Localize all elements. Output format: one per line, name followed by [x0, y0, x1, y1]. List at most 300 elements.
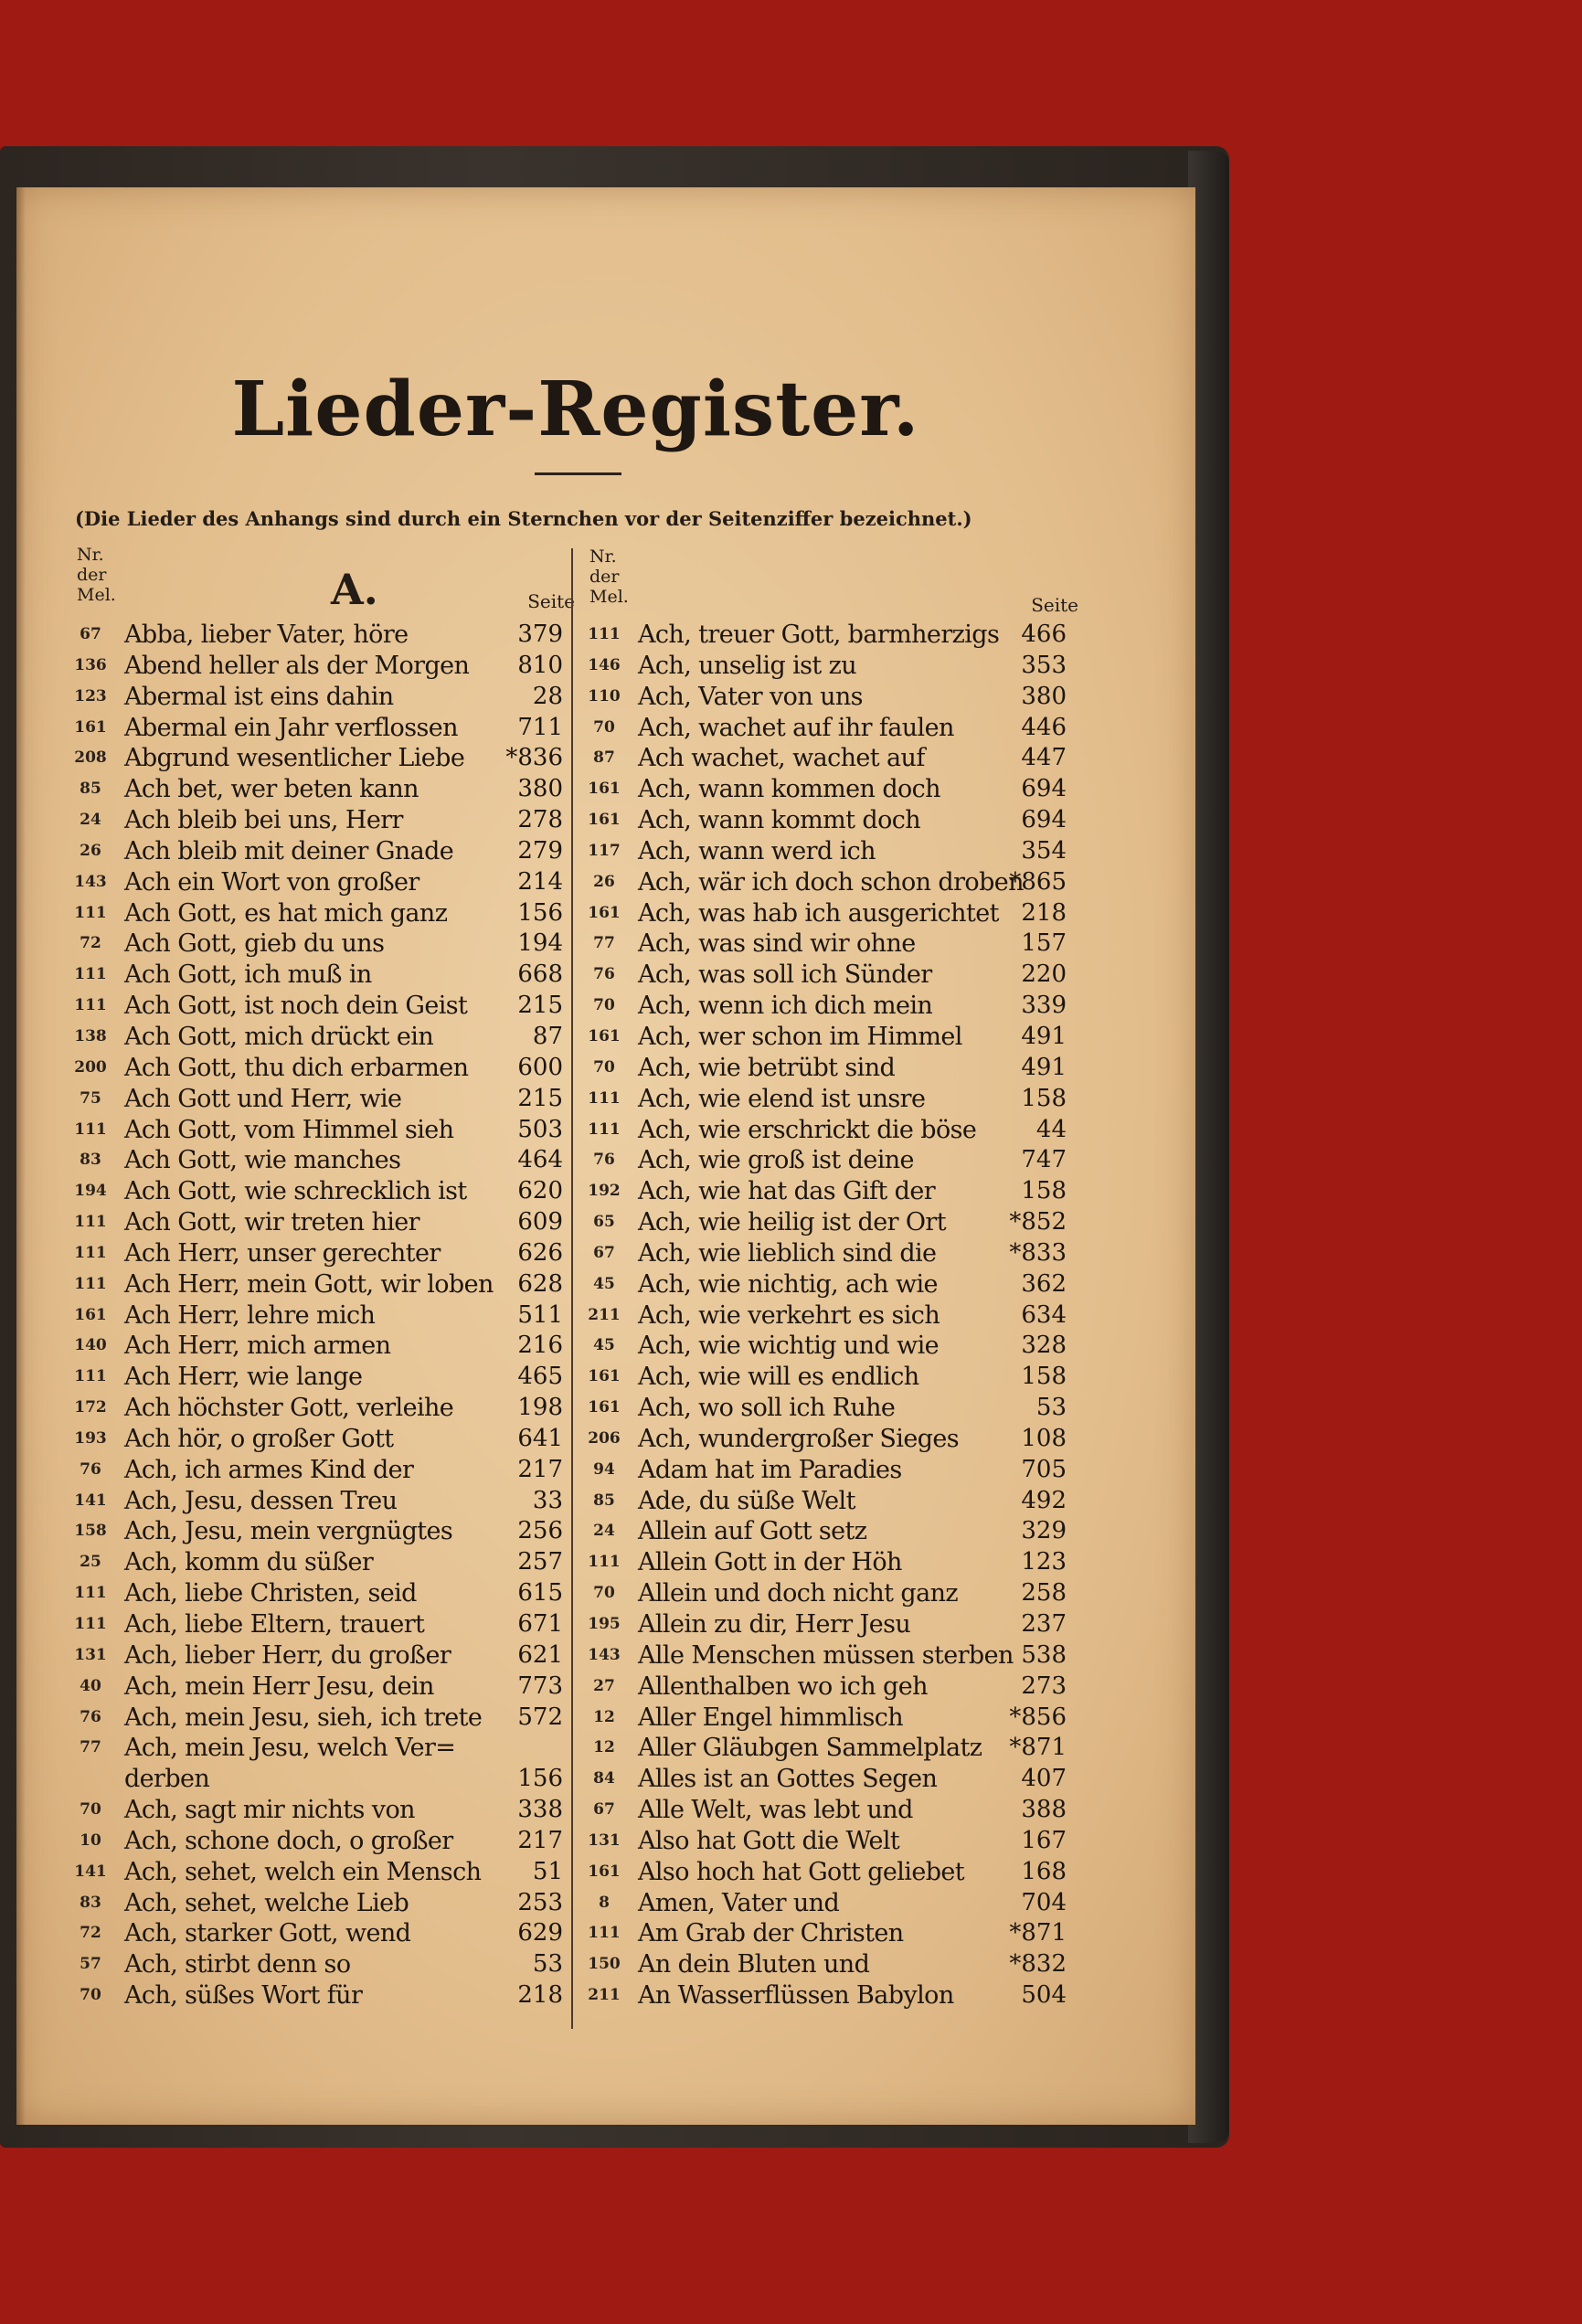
melody-number: 26 — [593, 872, 615, 891]
seite-label: Seite — [527, 590, 575, 612]
index-entry — [578, 1764, 1067, 1795]
melody-number: 138 — [74, 1026, 107, 1045]
melody-number: 111 — [74, 1243, 107, 1262]
page-number: 538 — [1021, 1640, 1067, 1669]
song-title: Ach, stirbt denn so — [124, 1950, 351, 1979]
song-title: Ach, unselig ist zu — [638, 651, 857, 680]
page-number: 218 — [1021, 898, 1067, 927]
index-entry — [64, 1826, 563, 1857]
index-entry — [578, 805, 1067, 836]
page-number: 108 — [1021, 1424, 1067, 1452]
title-rule — [535, 472, 621, 475]
melody-number: 161 — [588, 1026, 621, 1045]
song-title: Ach Herr, lehre mich — [124, 1300, 376, 1330]
index-entry — [64, 1980, 563, 2011]
song-title: Ach Gott, wie manches — [124, 1146, 401, 1175]
index-entry — [64, 836, 563, 867]
page-number: 705 — [1021, 1455, 1067, 1483]
page-number: *871 — [1009, 1919, 1067, 1947]
melody-number: 211 — [588, 1986, 621, 2005]
song-title: Ach, wann kommen doch — [638, 775, 940, 804]
song-title: Ach, Vater von uns — [638, 682, 863, 711]
song-title: Ach Gott und Herr, wie — [124, 1084, 402, 1113]
melody-number: 77 — [593, 934, 615, 953]
page-number: 711 — [517, 713, 563, 741]
index-entry — [64, 898, 563, 929]
melody-number: 111 — [74, 965, 107, 984]
melody-number: 83 — [80, 1893, 101, 1912]
melody-number: 12 — [593, 1707, 615, 1726]
melody-number: 70 — [593, 1584, 615, 1603]
melody-number: 161 — [588, 1862, 621, 1881]
song-title: Am Grab der Christen — [638, 1919, 904, 1948]
song-title: Ach, mein Jesu, welch Ver= — [124, 1734, 456, 1763]
index-entry — [578, 1826, 1067, 1857]
page-number: 198 — [517, 1394, 563, 1422]
page-number: 388 — [1021, 1796, 1067, 1824]
page-number: 214 — [517, 867, 563, 896]
song-title: Ach Gott, ist noch dein Geist — [124, 992, 468, 1021]
index-entry — [578, 1115, 1067, 1146]
melody-number: 161 — [588, 780, 621, 799]
page-number: 354 — [1021, 836, 1067, 865]
page-number: *856 — [1009, 1703, 1067, 1731]
page-number: 51 — [532, 1857, 563, 1885]
page-number: 491 — [1021, 1022, 1067, 1050]
song-title: Abermal ein Jahr verflossen — [124, 713, 458, 742]
page-number: 157 — [1021, 929, 1067, 958]
page-number: 218 — [517, 1981, 563, 2010]
page-number: 220 — [1021, 960, 1067, 989]
column-divider — [571, 548, 573, 2029]
song-title: Ach Herr, mich armen — [124, 1332, 391, 1361]
index-entry — [578, 1980, 1067, 2011]
index-entry — [64, 1486, 563, 1517]
song-title: Ach, was soll ich Sünder — [638, 960, 932, 990]
melody-number: 111 — [74, 1120, 107, 1139]
melody-number: 111 — [74, 1367, 107, 1386]
index-entry — [578, 1857, 1067, 1888]
page-number: 600 — [517, 1053, 563, 1081]
page-number: 465 — [517, 1363, 563, 1391]
page-number: 44 — [1035, 1115, 1067, 1143]
page-number: 158 — [1021, 1084, 1067, 1112]
page-number: 158 — [1021, 1363, 1067, 1391]
song-title: Ach, liebe Christen, seid — [124, 1579, 417, 1608]
index-entry — [578, 1703, 1067, 1734]
song-title: Ach, wie wichtig und wie — [638, 1332, 940, 1361]
song-title: Abermal ist eins dahin — [124, 682, 394, 711]
index-entry — [64, 960, 563, 991]
index-entry — [64, 1455, 563, 1486]
page-number: *865 — [1009, 867, 1067, 896]
index-entry — [64, 1393, 563, 1424]
page-number: 217 — [517, 1455, 563, 1483]
page-number: 628 — [517, 1269, 563, 1298]
melody-number: 111 — [588, 1924, 621, 1943]
page-number: 634 — [1021, 1300, 1067, 1329]
song-title: Ach, ich armes Kind der — [124, 1455, 414, 1484]
page-number: 504 — [1021, 1981, 1067, 2010]
melody-number: 85 — [593, 1491, 615, 1510]
page-number: 53 — [1035, 1394, 1067, 1422]
melody-number: 111 — [74, 1615, 107, 1633]
song-title: Ach, mein Herr Jesu, dein — [124, 1671, 434, 1701]
page-number: 215 — [517, 992, 563, 1020]
index-entry — [578, 1609, 1067, 1640]
page-number: 447 — [1021, 744, 1067, 772]
melody-number: 10 — [80, 1831, 101, 1850]
song-title: Ach, wie lieblich sind die — [638, 1238, 937, 1268]
page-number: 194 — [517, 929, 563, 958]
song-title: Ach, mein Jesu, sieh, ich trete — [124, 1703, 483, 1732]
song-title: Ach, liebe Eltern, trauert — [124, 1610, 425, 1639]
index-entry — [64, 1331, 563, 1362]
melody-number: 24 — [593, 1522, 615, 1541]
song-title: Allein Gott in der Höh — [638, 1548, 902, 1577]
page-number: 503 — [517, 1115, 563, 1143]
page-number: 629 — [517, 1919, 563, 1947]
song-title: Ade, du süße Welt — [638, 1486, 855, 1515]
page-number: 704 — [1021, 1888, 1067, 1916]
index-entry — [578, 929, 1067, 960]
index-entry — [578, 898, 1067, 929]
index-entry — [64, 1053, 563, 1084]
index-entry — [578, 1733, 1067, 1764]
melody-number: 143 — [74, 872, 107, 891]
melody-number: 76 — [593, 965, 615, 984]
song-title: Ach, wie groß ist deine — [638, 1146, 914, 1175]
melody-number: 172 — [74, 1398, 107, 1417]
song-title: Ach, wie hat das Gift der — [638, 1177, 936, 1206]
index-entry — [64, 774, 563, 805]
song-title: Ach, wie will es endlich — [638, 1363, 919, 1392]
page-number: *871 — [1009, 1734, 1067, 1762]
melody-number: 111 — [588, 1553, 621, 1572]
index-entry — [578, 1578, 1067, 1609]
page-number: 380 — [1021, 682, 1067, 710]
page-number: 694 — [1021, 806, 1067, 834]
index-entry — [578, 1176, 1067, 1207]
song-title: Ach, sagt mir nichts von — [124, 1796, 415, 1825]
index-entry — [64, 1424, 563, 1455]
melody-number: 194 — [74, 1182, 107, 1201]
index-entry — [578, 1455, 1067, 1486]
page-number: 28 — [532, 682, 563, 710]
index-entry — [578, 1084, 1067, 1115]
melody-number: 24 — [80, 811, 101, 830]
page-number: *852 — [1009, 1208, 1067, 1236]
page-number: 278 — [517, 806, 563, 834]
song-title: Ach bleib mit deiner Gnade — [124, 836, 454, 865]
page-number: 362 — [1021, 1269, 1067, 1298]
page-number: 257 — [517, 1548, 563, 1576]
song-title: Ach Gott, gieb du uns — [124, 929, 385, 959]
melody-number: 200 — [74, 1057, 107, 1077]
page-number: 156 — [517, 1765, 563, 1793]
page-number: 237 — [1021, 1610, 1067, 1638]
index-entry — [64, 1888, 563, 1919]
index-entry — [64, 1764, 563, 1795]
melody-number: 146 — [588, 655, 621, 674]
index-entry — [64, 1733, 563, 1764]
index-entry — [64, 805, 563, 836]
index-entry — [578, 1516, 1067, 1547]
page-number: 609 — [517, 1208, 563, 1236]
page-number: 273 — [1021, 1671, 1067, 1700]
page-number: 668 — [517, 960, 563, 989]
index-entry — [64, 1857, 563, 1888]
right-song-list — [578, 620, 1067, 2011]
page-number: 33 — [532, 1486, 563, 1514]
index-entry — [64, 1578, 563, 1609]
page-number: 641 — [517, 1424, 563, 1452]
page-number: 87 — [532, 1022, 563, 1050]
index-entry — [578, 867, 1067, 898]
song-title: Also hat Gott die Welt — [638, 1826, 900, 1855]
index-entry — [578, 1671, 1067, 1703]
song-title: Ach, wann werd ich — [638, 836, 876, 865]
melody-number: 76 — [80, 1459, 101, 1479]
page-number: 279 — [517, 836, 563, 865]
page-number: 256 — [517, 1517, 563, 1545]
index-entry — [578, 1486, 1067, 1517]
page-number: 215 — [517, 1084, 563, 1112]
section-letter: A. — [331, 565, 378, 614]
index-entry — [64, 1516, 563, 1547]
melody-number: 85 — [80, 780, 101, 799]
left-column-header — [77, 545, 575, 618]
page-number: 53 — [532, 1950, 563, 1979]
index-entry — [578, 1424, 1067, 1455]
melody-number: 195 — [588, 1615, 621, 1633]
song-title: Ach Gott, es hat mich ganz — [124, 898, 448, 928]
melody-number: 76 — [80, 1707, 101, 1726]
melody-number: 45 — [593, 1336, 615, 1355]
index-entry — [64, 1084, 563, 1115]
melody-number: 70 — [80, 1986, 101, 2005]
index-entry — [64, 1671, 563, 1703]
melody-number: 84 — [593, 1769, 615, 1788]
index-entry — [64, 1238, 563, 1269]
page-number: 621 — [517, 1640, 563, 1669]
song-title: Ach, wie verkehrt es sich — [638, 1300, 940, 1330]
index-entry — [64, 713, 563, 744]
melody-number: 136 — [74, 655, 107, 674]
melody-number: 161 — [588, 1367, 621, 1386]
song-title: Ach höchster Gott, verleihe — [124, 1394, 454, 1423]
melody-number: 111 — [588, 1088, 621, 1108]
song-title: An Wasserflüssen Babylon — [638, 1981, 954, 2011]
melody-number: 111 — [588, 625, 621, 643]
song-title: Also hoch hat Gott geliebet — [638, 1857, 965, 1886]
index-entry — [64, 620, 563, 651]
index-entry — [578, 1331, 1067, 1362]
song-title: Ach, was sind wir ohne — [638, 929, 916, 959]
index-entry — [64, 991, 563, 1022]
melody-number: 161 — [588, 1398, 621, 1417]
song-title: Alle Welt, was lebt und — [638, 1796, 913, 1825]
song-title: Ach Gott, thu dich erbarmen — [124, 1053, 469, 1082]
index-entry — [578, 1640, 1067, 1671]
index-entry — [578, 1393, 1067, 1424]
page-number: 446 — [1021, 713, 1067, 741]
melody-number: 75 — [80, 1088, 101, 1108]
song-title: Ach, sehet, welche Lieb — [124, 1888, 409, 1917]
melody-number: 140 — [74, 1336, 107, 1355]
melody-number: 143 — [588, 1645, 621, 1664]
song-title: Ach, wie heilig ist der Ort — [638, 1208, 946, 1237]
page-number: 167 — [1021, 1826, 1067, 1854]
song-title: Ach, wie nichtig, ach wie — [638, 1269, 938, 1299]
melody-number: 211 — [588, 1305, 621, 1324]
song-title: Ach bleib bei uns, Herr — [124, 806, 403, 835]
song-title: Ach bet, wer beten kann — [124, 775, 419, 804]
melody-number: 67 — [80, 625, 101, 643]
melody-number: 12 — [593, 1738, 615, 1757]
melody-number: 193 — [74, 1428, 107, 1448]
melody-number: 111 — [74, 996, 107, 1015]
page-number: 380 — [517, 775, 563, 803]
song-title: Allenthalben wo ich geh — [638, 1671, 928, 1701]
melody-number: 72 — [80, 1924, 101, 1943]
index-entry — [64, 1703, 563, 1734]
melody-number: 72 — [80, 934, 101, 953]
song-title: Ach Gott, wie schrecklich ist — [124, 1177, 467, 1206]
page-number: 123 — [1021, 1548, 1067, 1576]
index-entry — [578, 1888, 1067, 1919]
song-title: Ach Gott, wir treten hier — [124, 1208, 419, 1237]
song-title: Ach, sehet, welch ein Mensch — [124, 1857, 482, 1886]
song-title: Ach, komm du süßer — [124, 1548, 374, 1577]
melody-number: 131 — [74, 1645, 107, 1664]
song-title: Ach Gott, ich muß in — [124, 960, 372, 990]
melody-number: 111 — [74, 1274, 107, 1293]
nr-label: Nr. der Mel. — [77, 545, 116, 605]
nr-label: Nr. der Mel. — [589, 547, 629, 607]
index-entry — [578, 1300, 1067, 1332]
index-entry — [64, 1918, 563, 1949]
melody-number: 111 — [588, 1120, 621, 1139]
song-title: Allein zu dir, Herr Jesu — [638, 1610, 911, 1639]
song-title: Ach hör, o großer Gott — [124, 1424, 394, 1453]
index-entry — [64, 1949, 563, 1980]
melody-number: 141 — [74, 1491, 107, 1510]
index-entry — [578, 1949, 1067, 1980]
page-number: 379 — [517, 621, 563, 648]
page-number: 168 — [1021, 1857, 1067, 1885]
melody-number: 111 — [74, 1213, 107, 1232]
song-title: Ach, Jesu, mein vergnügtes — [124, 1517, 453, 1546]
melody-number: 110 — [588, 686, 621, 706]
song-title: Abend heller als der Morgen — [124, 651, 470, 680]
index-entry — [578, 1547, 1067, 1578]
song-title: Allein auf Gott setz — [638, 1517, 867, 1546]
song-title: Ach, wie betrübt sind — [638, 1053, 896, 1082]
index-entry — [578, 651, 1067, 682]
page-number: 572 — [517, 1703, 563, 1731]
song-title: Ach, lieber Herr, du großer — [124, 1640, 451, 1670]
page-number: 339 — [1021, 992, 1067, 1020]
melody-number: 161 — [588, 903, 621, 922]
page-number: 258 — [1021, 1579, 1067, 1608]
right-column-header — [589, 547, 1078, 620]
page-number: 773 — [517, 1671, 563, 1700]
melody-number: 8 — [599, 1893, 610, 1912]
melody-number: 117 — [588, 841, 621, 860]
song-title: Ach, starker Gott, wend — [124, 1919, 411, 1948]
song-title: An dein Bluten und — [638, 1950, 870, 1979]
page-number: 747 — [1021, 1146, 1067, 1174]
melody-number: 141 — [74, 1862, 107, 1881]
page-number: 620 — [517, 1177, 563, 1205]
page-number: 511 — [517, 1300, 563, 1329]
melody-number: 161 — [588, 811, 621, 830]
page-number: *833 — [1009, 1238, 1067, 1267]
index-entry — [578, 1238, 1067, 1269]
song-title: Ach, treuer Gott, barmherzigs — [638, 621, 1000, 649]
index-entry — [578, 1145, 1067, 1176]
song-title: Ach, süßes Wort für — [124, 1981, 363, 2011]
page-number: 328 — [1021, 1332, 1067, 1360]
index-entry — [578, 1053, 1067, 1084]
song-title: Alles ist an Gottes Segen — [638, 1765, 938, 1794]
index-entry — [578, 774, 1067, 805]
index-entry — [64, 682, 563, 713]
index-entry — [64, 1609, 563, 1640]
song-title: Adam hat im Paradies — [638, 1455, 902, 1484]
index-entry — [64, 1300, 563, 1332]
song-title: Ach, wie elend ist unsre — [638, 1084, 926, 1113]
song-title: Ach Gott, vom Himmel sieh — [124, 1115, 454, 1144]
song-title: Aller Engel himmlisch — [638, 1703, 904, 1732]
page-number: 491 — [1021, 1053, 1067, 1081]
melody-number: 123 — [74, 686, 107, 706]
page-number: *832 — [1009, 1950, 1067, 1979]
melody-number: 67 — [593, 1243, 615, 1262]
song-title: Ach Herr, unser gerechter — [124, 1238, 441, 1268]
index-entry — [578, 1022, 1067, 1053]
index-entry — [578, 743, 1067, 774]
page-number: 216 — [517, 1332, 563, 1360]
melody-number: 70 — [593, 717, 615, 737]
index-entry — [578, 1269, 1067, 1300]
index-entry — [578, 1918, 1067, 1949]
left-song-list — [64, 620, 563, 2011]
index-entry — [578, 1362, 1067, 1393]
melody-number: 87 — [593, 748, 615, 768]
melody-number: 70 — [593, 1057, 615, 1077]
index-entry — [64, 1269, 563, 1300]
song-title: Ach, wo soll ich Ruhe — [638, 1394, 896, 1423]
index-entry — [578, 1795, 1067, 1826]
song-title: derben — [124, 1765, 210, 1794]
song-title: Ach Herr, wie lange — [124, 1363, 363, 1392]
song-title: Ach Gott, mich drückt ein — [124, 1022, 434, 1051]
song-title: Ach ein Wort von großer — [124, 867, 419, 897]
melody-number: 208 — [74, 748, 107, 768]
page-number: 694 — [1021, 775, 1067, 803]
index-entry — [64, 867, 563, 898]
index-entry — [64, 1640, 563, 1671]
index-entry — [64, 1362, 563, 1393]
melody-number: 76 — [593, 1151, 615, 1170]
page-gutter-shadow — [16, 187, 26, 2125]
page-number: 217 — [517, 1826, 563, 1854]
melody-number: 161 — [74, 717, 107, 737]
page-number: 671 — [517, 1610, 563, 1638]
song-title: Aller Gläubgen Sammelplatz — [638, 1734, 982, 1763]
